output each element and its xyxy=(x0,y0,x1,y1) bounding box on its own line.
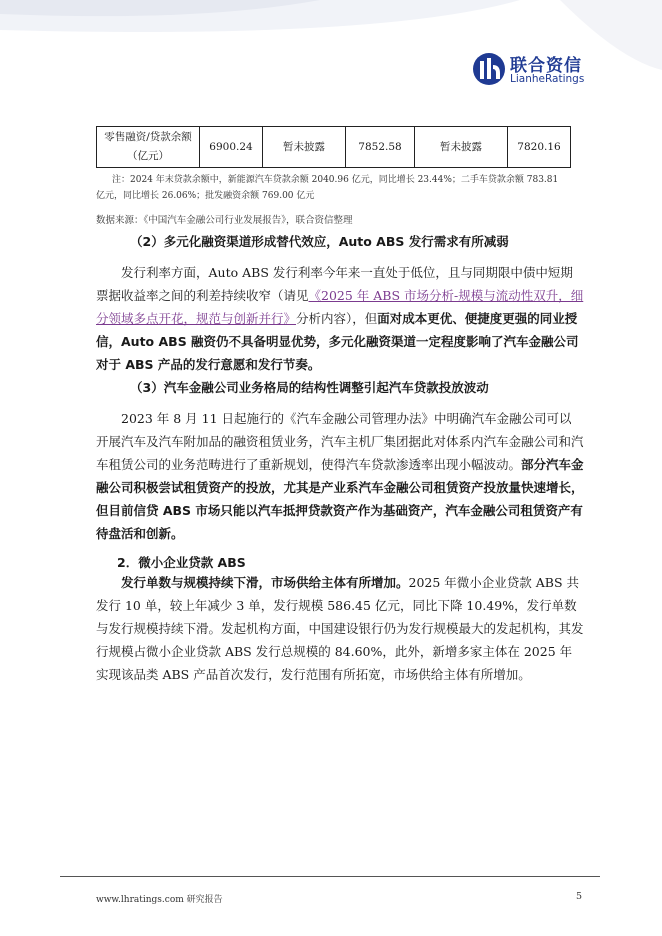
paragraph-issuance-rate xyxy=(96,261,584,376)
table-row xyxy=(97,127,571,168)
table-cell: 7852.58 xyxy=(346,127,415,168)
lianhe-logo-icon xyxy=(472,52,506,86)
table-note-line-2: 亿元，同比增长 26.06%；批发融资余额 769.00 亿元 xyxy=(96,191,315,201)
paragraph-emphasis: 面对成本更优、便捷度更强的同业授信，Auto ABS 融资仍不具备明显优势，多元化融资渠道一定程度影响了汽车金融公司对于 ABS 产品的发行意愿和发行节奏。 xyxy=(96,311,579,372)
paragraph-text: 发行利率方面，Auto ABS 发行利率今年来一直处于低位，且与同期限中债中短期票据收益率之间的利差持续收窄（请见 xyxy=(96,265,573,303)
paragraph-small-business xyxy=(96,571,584,686)
section-heading-financing-channels: （2）多元化融资渠道形成替代效应，Auto ABS 发行需求有所减弱 xyxy=(130,234,509,249)
table-cell: 6900.24 xyxy=(200,127,263,168)
paragraph-text: 2023 年 8 月 11 日起施行的《汽车金融公司管理办法》中明确汽车金融公司可以开展汽车及汽车附加品的融资租赁业务，汽车主机厂集团据此对体系内汽车金融公司和汽车租赁公司的业务范畴进行了重新规划，使得汽车贷款渗透率出现小幅波动。 xyxy=(96,411,584,472)
data-source: 数据来源：《中国汽车金融公司行业发展报告》，联合资信整理 xyxy=(96,215,353,226)
data-table xyxy=(96,126,571,168)
section-heading-business-structure: （3）汽车金融公司业务格局的结构性调整引起汽车贷款投放波动 xyxy=(130,380,489,395)
paragraph-emphasis: 发行单数与规模持续下滑，市场供给主体有所增加。 xyxy=(121,575,409,590)
lianhe-ratings-logo xyxy=(472,50,592,90)
paragraph-text: 分析内容），但 xyxy=(296,311,378,326)
paragraph-emphasis: 部分汽车金融公司积极尝试租赁资产的投放，尤其是产业系汽车金融公司租赁资产投放量快速增长，但目前信贷 ABS 市场只能以汽车抵押贷款资产作为基础资产，汽车金融公司租赁资产有待盘活和创新。 xyxy=(96,457,584,541)
table-note-line-1: 注：2024 年末贷款余额中，新能源汽车贷款余额 2040.96 亿元，同比增长 23.44%；二手车贷款余额 783.81 xyxy=(112,175,559,185)
section-heading-small-business-abs: 2．微小企业贷款 ABS xyxy=(117,555,246,570)
page-number: 5 xyxy=(576,891,583,902)
row-label-line-1: 零售融资/贷款余额 xyxy=(104,131,192,143)
row-label-line-2: （亿元） xyxy=(127,150,169,162)
report-link[interactable]: 《2025 年 ABS 市场分析-规模与流动性双升，细分领域多点开花，规范与创新并行》 xyxy=(96,288,584,326)
logo-english-name: LianheRatings xyxy=(510,73,585,85)
footer-site: www.lhratings.com 研究报告 xyxy=(96,895,223,905)
table-cell: 暂未披露 xyxy=(263,127,346,168)
table-row-label xyxy=(97,127,200,168)
footer-divider xyxy=(60,876,600,877)
paragraph-text: 2025 年微小企业贷款 ABS 共发行 10 单，较上年减少 3 单，发行规模 586.45 亿元，同比下降 10.49%，发行单数与发行规模持续下滑。发起机构方面，中国建设银行仍为发行规模最大的发起机构，其发行规模占微小企业贷款 ABS 发行总规模的 84.60%，此外，新增多家主体在 2025 年实现该品类 ABS 产品首次发行，发行范围有所拓宽，市场供给主体有所增加。 xyxy=(96,575,584,682)
paragraph-regulation xyxy=(96,407,584,545)
logo-chinese-name: 联合资信 xyxy=(510,56,582,76)
table-cell: 7820.16 xyxy=(508,127,571,168)
table-cell: 暂未披露 xyxy=(415,127,508,168)
